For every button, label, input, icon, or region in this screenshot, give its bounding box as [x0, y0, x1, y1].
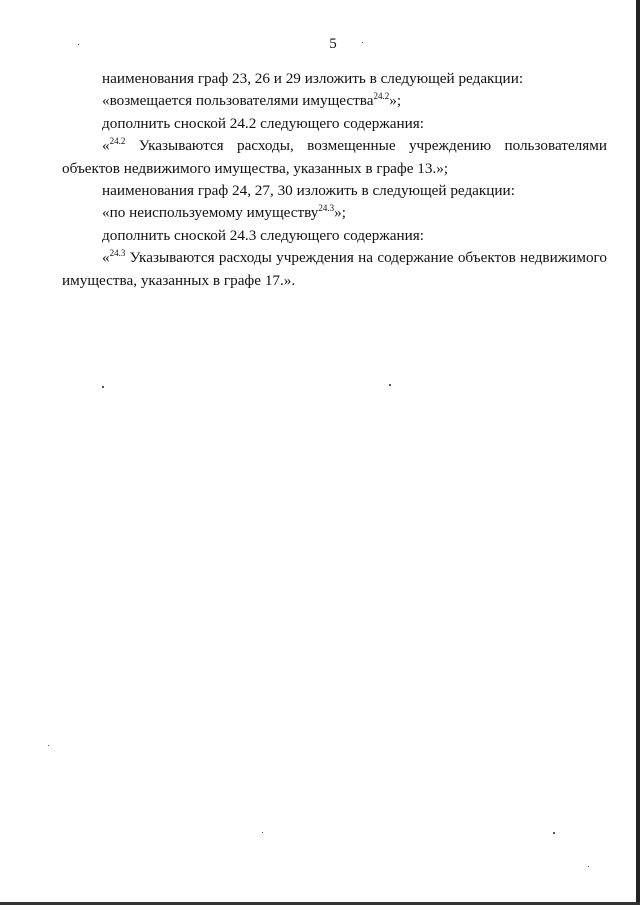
scan-speck	[588, 866, 589, 867]
scan-speck	[362, 42, 363, 43]
scan-edge-right	[636, 0, 640, 905]
paragraph: наименования граф 23, 26 и 29 изложить в следующей редакции:	[102, 70, 524, 87]
paragraph	[62, 202, 607, 224]
scan-speck	[102, 386, 104, 388]
text: Указываются расходы, возмещенные учреждению пользователями объектов недвижимого имущества, указанных в графе 13.»;	[62, 137, 607, 177]
text: «по неиспользуемому имуществу	[102, 204, 319, 222]
footnote-ref: 24.2	[109, 136, 126, 147]
footnote-ref: 24.3	[109, 248, 126, 259]
page-number: 5	[329, 36, 337, 52]
paragraph	[62, 135, 607, 180]
text: Указываются расходы учреждения на содержание объектов недвижимого имущества, указанных в графе 17.».	[62, 249, 607, 289]
paragraph: дополнить сноской 24.3 следующего содержания:	[102, 226, 424, 244]
footnote-ref: 24.3	[318, 203, 335, 214]
scan-speck	[389, 384, 391, 386]
paragraph	[62, 247, 607, 292]
scan-speck	[78, 44, 79, 45]
paragraph	[62, 90, 607, 112]
text: »;	[334, 204, 346, 222]
document-body	[62, 68, 607, 292]
scan-speck	[553, 832, 555, 834]
scan-speck	[262, 832, 263, 833]
text: «возмещается пользователями имущества	[102, 92, 374, 110]
text: «	[102, 249, 110, 267]
paragraph: дополнить сноской 24.2 следующего содержания:	[102, 114, 424, 132]
footnote-ref: 24.2	[373, 91, 390, 102]
scan-speck	[48, 745, 49, 746]
paragraph: наименования граф 24, 27, 30 изложить в следующей редакции:	[102, 182, 515, 200]
text: «	[102, 137, 110, 155]
text: »;	[389, 92, 402, 110]
